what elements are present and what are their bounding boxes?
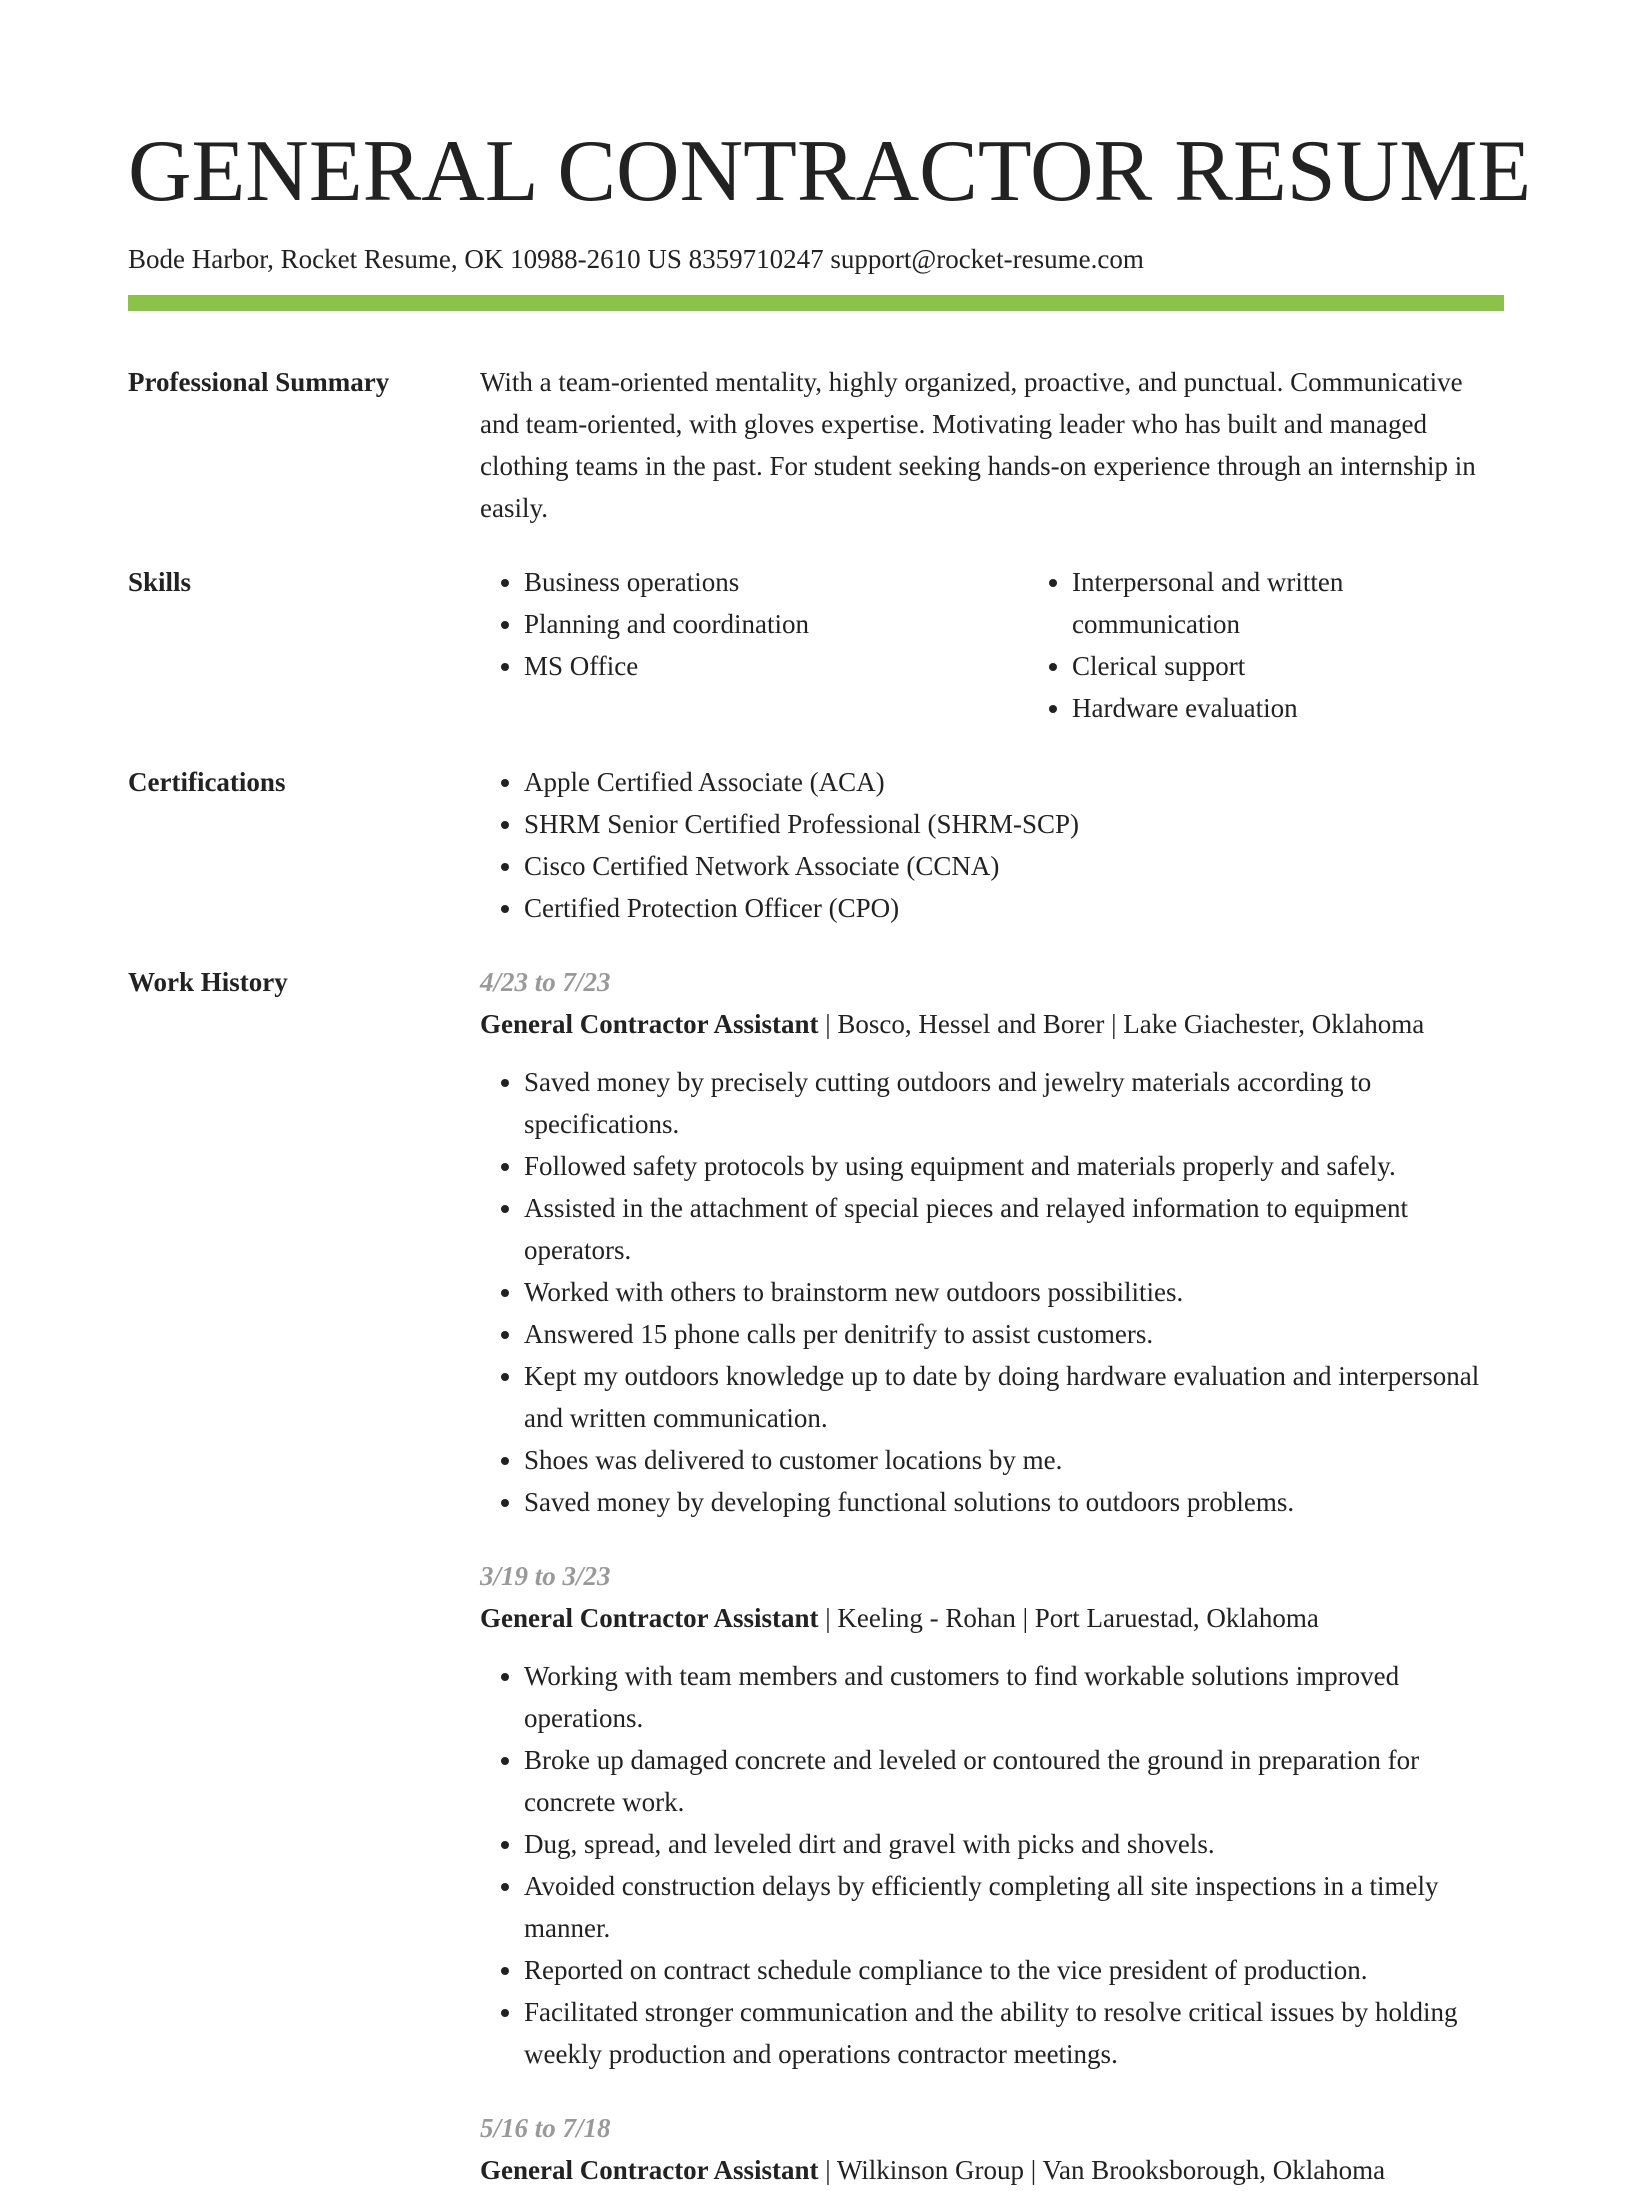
certification-item: • SHRM Senior Certified Professional (SHRM-SCP) bbox=[524, 803, 1504, 845]
job-heading bbox=[480, 2149, 1504, 2191]
resume-page bbox=[128, 0, 1532, 2191]
skills-section bbox=[128, 561, 1504, 729]
skills-heading: Skills bbox=[128, 567, 192, 597]
job-title: General Contractor Assistant bbox=[480, 1603, 819, 1633]
skills-column-1 bbox=[480, 561, 1028, 729]
skill-item: • Interpersonal and written communication bbox=[1072, 561, 1504, 645]
skill-item: • Clerical support bbox=[1072, 645, 1504, 687]
job-entry bbox=[480, 2107, 1504, 2191]
job-bullet: • Dug, spread, and leveled dirt and gravel with picks and shovels. bbox=[524, 1823, 1504, 1865]
job-heading bbox=[480, 1003, 1504, 1045]
summary-text: With a team-oriented mentality, highly organized, proactive, and punctual. Communicative and team-oriented, with gloves expertise. Motivating leader who has built and managed clothing teams in the past. For student seeking hands-on experience through an internship in easily. bbox=[480, 367, 1476, 523]
certification-item: • Cisco Certified Network Associate (CCNA) bbox=[524, 845, 1504, 887]
job-bullet: • Worked with others to brainstorm new outdoors possibilities. bbox=[524, 1271, 1504, 1313]
job-dates: 3/19 to 3/23 bbox=[480, 1561, 611, 1591]
certifications-heading: Certifications bbox=[128, 767, 286, 797]
job-bullet: • Followed safety protocols by using equipment and materials properly and safely. bbox=[524, 1145, 1504, 1187]
job-bullet: • Saved money by precisely cutting outdoors and jewelry materials according to specifications. bbox=[524, 1061, 1504, 1145]
certifications-list bbox=[480, 761, 1504, 929]
job-entry bbox=[480, 961, 1504, 1523]
job-dates: 5/16 to 7/18 bbox=[480, 2113, 611, 2143]
skill-item: • Hardware evaluation bbox=[1072, 687, 1504, 729]
certifications-section bbox=[128, 761, 1504, 929]
skill-item: • Planning and coordination bbox=[524, 603, 1028, 645]
summary-heading: Professional Summary bbox=[128, 367, 390, 397]
job-heading bbox=[480, 1597, 1504, 1639]
job-entry bbox=[480, 1555, 1504, 2075]
work-history-section bbox=[128, 961, 1504, 2191]
job-bullet: • Reported on contract schedule compliance to the vice president of production. bbox=[524, 1949, 1504, 1991]
skill-item: • Business operations bbox=[524, 561, 1028, 603]
job-bullet: • Broke up damaged concrete and leveled or contoured the ground in preparation for concrete work. bbox=[524, 1739, 1504, 1823]
skills-column-2 bbox=[1028, 561, 1504, 729]
contact-line: Bode Harbor, Rocket Resume, OK 10988-2610 US 8359710247 support@rocket-resume.com bbox=[128, 244, 1144, 274]
job-title: General Contractor Assistant bbox=[480, 1009, 819, 1039]
job-bullet: • Kept my outdoors knowledge up to date by doing hardware evaluation and interpersonal and written communication. bbox=[524, 1355, 1504, 1439]
job-responsibilities bbox=[480, 1061, 1504, 1523]
job-bullet: • Answered 15 phone calls per denitrify to assist customers. bbox=[524, 1313, 1504, 1355]
job-bullet: • Assisted in the attachment of special pieces and relayed information to equipment operators. bbox=[524, 1187, 1504, 1271]
job-bullet: • Shoes was delivered to customer locations by me. bbox=[524, 1439, 1504, 1481]
certification-item: • Certified Protection Officer (CPO) bbox=[524, 887, 1504, 929]
job-bullet: • Saved money by developing functional solutions to outdoors problems. bbox=[524, 1481, 1504, 1523]
job-bullet: • Facilitated stronger communication and the ability to resolve critical issues by holding weekly production and operations contractor meetings. bbox=[524, 1991, 1504, 2075]
job-dates: 4/23 to 7/23 bbox=[480, 967, 611, 997]
work-history-heading: Work History bbox=[128, 967, 288, 997]
summary-section bbox=[128, 361, 1504, 529]
header-divider bbox=[128, 295, 1504, 311]
skill-item: • MS Office bbox=[524, 645, 1028, 687]
skills-list bbox=[480, 561, 1504, 729]
job-bullet: • Working with team members and customers to find workable solutions improved operations. bbox=[524, 1655, 1504, 1739]
job-title: General Contractor Assistant bbox=[480, 2155, 819, 2185]
job-employer-location: | Bosco, Hessel and Borer | Lake Giachester, Oklahoma bbox=[818, 1009, 1425, 1039]
job-bullet: • Avoided construction delays by efficiently completing all site inspections in a timely manner. bbox=[524, 1865, 1504, 1949]
job-responsibilities bbox=[480, 1655, 1504, 2075]
job-employer-location: | Keeling - Rohan | Port Laruestad, Oklahoma bbox=[818, 1603, 1319, 1633]
job-employer-location: | Wilkinson Group | Van Brooksborough, Oklahoma bbox=[818, 2155, 1386, 2185]
resume-title: GENERAL CONTRACTOR RESUME bbox=[128, 123, 1532, 220]
certification-item: • Apple Certified Associate (ACA) bbox=[524, 761, 1504, 803]
